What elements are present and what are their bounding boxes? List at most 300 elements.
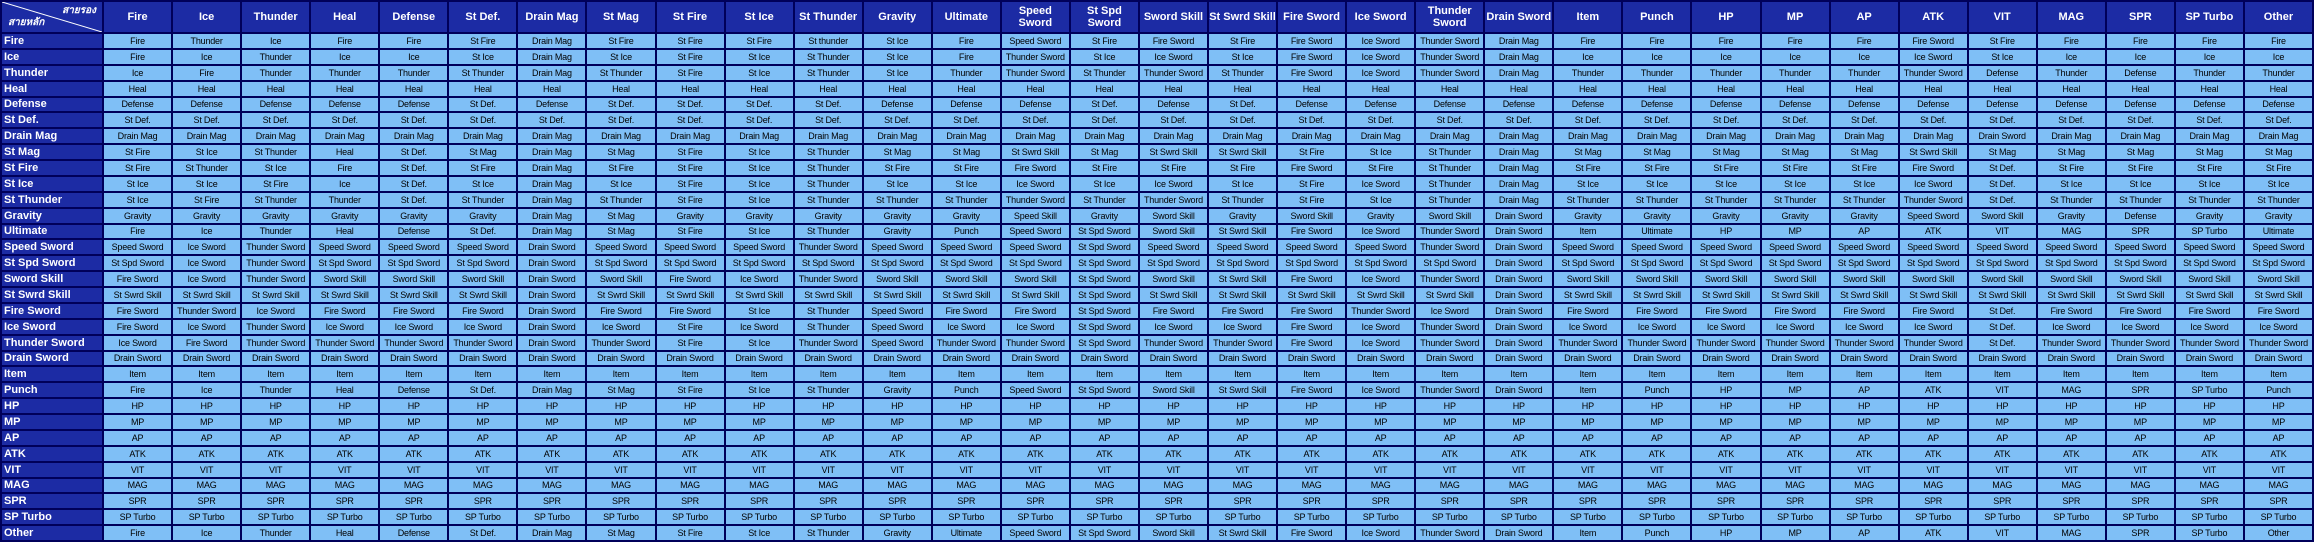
- table-cell: Drain Sword: [1278, 352, 1345, 366]
- table-cell: St Def.: [1969, 161, 2036, 175]
- table-cell: St Mag: [587, 225, 654, 239]
- table-cell: Thunder Sword: [1762, 336, 1829, 350]
- table-cell: Item: [1969, 367, 2036, 381]
- table-cell: St Fire: [657, 66, 724, 80]
- table-cell: St Fire: [657, 145, 724, 159]
- row-header-mp: MP: [2, 415, 102, 429]
- table-cell: Drain Mag: [311, 129, 378, 143]
- table-cell: St Thunder: [795, 161, 862, 175]
- table-cell: Sword Skill: [1140, 526, 1207, 540]
- table-cell: Thunder Sword: [1209, 336, 1276, 350]
- table-cell: Drain Mag: [1900, 129, 1967, 143]
- table-cell: Heal: [242, 82, 309, 96]
- table-cell: St Spd Sword: [380, 256, 447, 270]
- table-cell: ATK: [311, 447, 378, 461]
- table-cell: MP: [1002, 415, 1069, 429]
- table-cell: VIT: [1071, 463, 1138, 477]
- table-row: [2, 447, 2312, 461]
- table-cell: SP Turbo: [1347, 510, 1414, 524]
- table-cell: AP: [1209, 431, 1276, 445]
- table-cell: Defense: [380, 98, 447, 112]
- table-cell: Fire Sword: [2176, 304, 2243, 318]
- table-row: [2, 415, 2312, 429]
- table-cell: Drain Mag: [1485, 161, 1552, 175]
- table-cell: AP: [1071, 431, 1138, 445]
- table-cell: Item: [1554, 383, 1621, 397]
- table-cell: Speed Sword: [1831, 240, 1898, 254]
- table-cell: Speed Sword: [1969, 240, 2036, 254]
- table-cell: Ice: [173, 225, 240, 239]
- table-cell: St Swrd Skill: [104, 288, 171, 302]
- table-cell: Fire: [104, 225, 171, 239]
- table-cell: Defense: [2038, 98, 2105, 112]
- table-cell: SPR: [2107, 494, 2174, 508]
- table-cell: Gravity: [1831, 209, 1898, 223]
- table-cell: VIT: [1209, 463, 1276, 477]
- table-cell: St Def.: [1969, 113, 2036, 127]
- table-cell: Thunder Sword: [1002, 193, 1069, 207]
- row-header-st-fire: St Fire: [2, 161, 102, 175]
- table-cell: St Def.: [380, 113, 447, 127]
- column-header-st-def: St Def.: [449, 2, 516, 32]
- table-cell: MP: [518, 415, 585, 429]
- table-cell: Drain Sword: [1347, 352, 1414, 366]
- table-cell: Sword Skill: [1278, 209, 1345, 223]
- table-row: [2, 193, 2312, 207]
- table-cell: Ice Sword: [1554, 320, 1621, 334]
- table-cell: St Mag: [1969, 145, 2036, 159]
- table-cell: St Spd Sword: [1762, 256, 1829, 270]
- table-cell: Ice: [104, 66, 171, 80]
- table-cell: St Def.: [1900, 113, 1967, 127]
- table-cell: Sword Skill: [1623, 272, 1690, 286]
- table-cell: Gravity: [1209, 209, 1276, 223]
- table-cell: Drain Sword: [1485, 526, 1552, 540]
- table-cell: SPR: [1623, 494, 1690, 508]
- table-cell: Ice: [242, 34, 309, 48]
- table-cell: Ultimate: [2245, 225, 2312, 239]
- table-cell: ATK: [380, 447, 447, 461]
- table-cell: ATK: [1623, 447, 1690, 461]
- table-cell: Thunder Sword: [380, 336, 447, 350]
- table-cell: Thunder Sword: [795, 336, 862, 350]
- row-header-fire: Fire: [2, 34, 102, 48]
- table-cell: St Ice: [1831, 177, 1898, 191]
- table-cell: MAG: [1554, 479, 1621, 493]
- table-cell: St Ice: [726, 177, 793, 191]
- table-cell: Thunder Sword: [795, 240, 862, 254]
- table-cell: Fire Sword: [380, 304, 447, 318]
- table-cell: Other: [2245, 526, 2312, 540]
- table-cell: MAG: [449, 479, 516, 493]
- table-cell: SP Turbo: [1209, 510, 1276, 524]
- table-cell: VIT: [1969, 463, 2036, 477]
- table-cell: HP: [173, 399, 240, 413]
- table-cell: St Thunder: [795, 526, 862, 540]
- row-header-thunder: Thunder: [2, 66, 102, 80]
- table-cell: AP: [864, 431, 931, 445]
- table-cell: VIT: [380, 463, 447, 477]
- table-cell: MAG: [2038, 526, 2105, 540]
- table-cell: Ice Sword: [1347, 225, 1414, 239]
- table-cell: St Spd Sword: [726, 256, 793, 270]
- table-cell: Drain Mag: [1347, 129, 1414, 143]
- table-cell: MP: [657, 415, 724, 429]
- table-cell: St Def.: [587, 113, 654, 127]
- table-row: [2, 98, 2312, 112]
- table-cell: Defense: [2245, 98, 2312, 112]
- table-cell: St Thunder: [1762, 193, 1829, 207]
- column-header-ultimate: Ultimate: [933, 2, 1000, 32]
- table-cell: St Fire: [449, 161, 516, 175]
- table-cell: Heal: [1554, 82, 1621, 96]
- column-header-defense: Defense: [380, 2, 447, 32]
- table-cell: Defense: [864, 98, 931, 112]
- table-cell: St Fire: [1071, 34, 1138, 48]
- row-header-sword-skill: Sword Skill: [2, 272, 102, 286]
- column-header-st-ice: St Ice: [726, 2, 793, 32]
- table-cell: St Mag: [1623, 145, 1690, 159]
- table-cell: Fire: [1831, 34, 1898, 48]
- table-cell: St Fire: [657, 320, 724, 334]
- table-cell: Thunder Sword: [242, 320, 309, 334]
- table-cell: Drain Sword: [518, 320, 585, 334]
- table-row: [2, 82, 2312, 96]
- table-cell: Defense: [1485, 98, 1552, 112]
- table-cell: Ice Sword: [1347, 383, 1414, 397]
- column-header-st-thunder: St Thunder: [795, 2, 862, 32]
- table-row: [2, 145, 2312, 159]
- table-cell: St Ice: [1762, 177, 1829, 191]
- table-cell: SPR: [173, 494, 240, 508]
- table-cell: St Def.: [380, 145, 447, 159]
- table-cell: Thunder Sword: [1900, 336, 1967, 350]
- table-cell: St Spd Sword: [1900, 256, 1967, 270]
- row-header-st-def: St Def.: [2, 113, 102, 127]
- table-cell: HP: [1347, 399, 1414, 413]
- table-cell: Speed Sword: [449, 240, 516, 254]
- table-cell: St Spd Sword: [449, 256, 516, 270]
- table-cell: HP: [2176, 399, 2243, 413]
- column-header-thunder: Thunder: [242, 2, 309, 32]
- table-cell: Drain Sword: [1485, 288, 1552, 302]
- table-cell: Drain Mag: [933, 129, 1000, 143]
- table-cell: St Swrd Skill: [1002, 288, 1069, 302]
- table-cell: St Spd Sword: [1831, 256, 1898, 270]
- table-cell: St Spd Sword: [1071, 240, 1138, 254]
- table-cell: Ice Sword: [2038, 320, 2105, 334]
- table-cell: SP Turbo: [1969, 510, 2036, 524]
- table-cell: Thunder: [2176, 66, 2243, 80]
- table-cell: Drain Mag: [1831, 129, 1898, 143]
- table-cell: Drain Sword: [657, 352, 724, 366]
- table-cell: St Ice: [726, 161, 793, 175]
- table-cell: SP Turbo: [933, 510, 1000, 524]
- table-cell: Ice: [1623, 50, 1690, 64]
- table-cell: HP: [1692, 526, 1759, 540]
- table-cell: VIT: [242, 463, 309, 477]
- table-cell: St Thunder: [1416, 161, 1483, 175]
- table-cell: ATK: [864, 447, 931, 461]
- table-cell: MP: [1692, 415, 1759, 429]
- table-cell: St Def.: [2245, 113, 2312, 127]
- table-cell: St Thunder: [587, 66, 654, 80]
- row-header-hp: HP: [2, 399, 102, 413]
- table-cell: Item: [1278, 367, 1345, 381]
- table-cell: St Swrd Skill: [380, 288, 447, 302]
- table-cell: MAG: [1209, 479, 1276, 493]
- table-cell: St Mag: [449, 145, 516, 159]
- table-cell: Drain Mag: [1071, 129, 1138, 143]
- table-cell: Gravity: [864, 383, 931, 397]
- table-cell: Defense: [1002, 98, 1069, 112]
- table-cell: AP: [1554, 431, 1621, 445]
- table-cell: Drain Mag: [657, 129, 724, 143]
- table-cell: St Ice: [173, 177, 240, 191]
- table-cell: St Def.: [173, 113, 240, 127]
- table-cell: Speed Sword: [864, 320, 931, 334]
- table-cell: VIT: [1900, 463, 1967, 477]
- table-cell: AP: [1416, 431, 1483, 445]
- table-cell: VIT: [657, 463, 724, 477]
- table-cell: SPR: [1278, 494, 1345, 508]
- table-row: [2, 479, 2312, 493]
- table-cell: ATK: [1900, 225, 1967, 239]
- table-cell: Speed Sword: [1002, 225, 1069, 239]
- table-cell: MAG: [795, 479, 862, 493]
- table-cell: Heal: [311, 82, 378, 96]
- table-cell: Defense: [933, 98, 1000, 112]
- table-cell: SP Turbo: [1485, 510, 1552, 524]
- table-cell: St Ice: [726, 225, 793, 239]
- table-cell: Item: [1554, 367, 1621, 381]
- table-cell: Thunder: [1623, 66, 1690, 80]
- table-cell: St Mag: [1071, 145, 1138, 159]
- table-cell: Defense: [1831, 98, 1898, 112]
- column-header-spr: SPR: [2107, 2, 2174, 32]
- table-cell: St Ice: [726, 383, 793, 397]
- table-cell: St Spd Sword: [104, 256, 171, 270]
- table-cell: Speed Sword: [2176, 240, 2243, 254]
- table-cell: St Spd Sword: [657, 256, 724, 270]
- table-cell: Defense: [311, 98, 378, 112]
- table-cell: Drain Mag: [1692, 129, 1759, 143]
- table-cell: SPR: [795, 494, 862, 508]
- table-cell: St Thunder: [1416, 177, 1483, 191]
- table-cell: Sword Skill: [1416, 209, 1483, 223]
- table-cell: Ice Sword: [1347, 320, 1414, 334]
- table-cell: St Def.: [657, 113, 724, 127]
- table-cell: SP Turbo: [1416, 510, 1483, 524]
- table-cell: AP: [795, 431, 862, 445]
- table-cell: Drain Sword: [1416, 352, 1483, 366]
- table-cell: Defense: [1623, 98, 1690, 112]
- table-cell: Fire Sword: [587, 304, 654, 318]
- table-cell: SPR: [657, 494, 724, 508]
- table-cell: SPR: [864, 494, 931, 508]
- table-cell: SP Turbo: [1554, 510, 1621, 524]
- table-cell: MP: [1416, 415, 1483, 429]
- table-cell: St Def.: [242, 113, 309, 127]
- table-cell: SPR: [726, 494, 793, 508]
- table-cell: Heal: [311, 145, 378, 159]
- table-cell: St Thunder: [1623, 193, 1690, 207]
- table-row: [2, 463, 2312, 477]
- table-cell: ATK: [795, 447, 862, 461]
- table-cell: St Fire: [104, 161, 171, 175]
- table-cell: Drain Sword: [380, 352, 447, 366]
- table-cell: MP: [1831, 415, 1898, 429]
- table-cell: Ice: [173, 383, 240, 397]
- table-cell: HP: [1692, 383, 1759, 397]
- table-cell: MP: [1209, 415, 1276, 429]
- table-cell: Sword Skill: [1831, 272, 1898, 286]
- table-cell: Item: [380, 367, 447, 381]
- table-cell: MP: [1762, 415, 1829, 429]
- table-cell: Drain Sword: [864, 352, 931, 366]
- table-cell: Gravity: [1623, 209, 1690, 223]
- table-cell: Fire Sword: [1278, 320, 1345, 334]
- table-cell: VIT: [173, 463, 240, 477]
- table-cell: Speed Sword: [726, 240, 793, 254]
- table-cell: Fire: [2107, 34, 2174, 48]
- table-cell: Ice Sword: [173, 272, 240, 286]
- table-row: [2, 272, 2312, 286]
- table-cell: St Swrd Skill: [1209, 288, 1276, 302]
- table-cell: Heal: [933, 82, 1000, 96]
- table-cell: Fire Sword: [1002, 304, 1069, 318]
- table-cell: St Ice: [2038, 177, 2105, 191]
- table-cell: MP: [1140, 415, 1207, 429]
- table-cell: Drain Mag: [518, 34, 585, 48]
- table-cell: St Spd Sword: [1554, 256, 1621, 270]
- table-cell: Fire: [104, 526, 171, 540]
- table-cell: VIT: [1623, 463, 1690, 477]
- table-cell: MAG: [1485, 479, 1552, 493]
- table-cell: SP Turbo: [2176, 383, 2243, 397]
- table-cell: SP Turbo: [2038, 510, 2105, 524]
- table-row: [2, 510, 2312, 524]
- table-cell: ATK: [1002, 447, 1069, 461]
- table-cell: MAG: [1071, 479, 1138, 493]
- table-cell: AP: [1831, 383, 1898, 397]
- table-cell: St Thunder: [1692, 193, 1759, 207]
- table-cell: Fire Sword: [2038, 304, 2105, 318]
- table-cell: Ice Sword: [1900, 177, 1967, 191]
- table-cell: Drain Mag: [104, 129, 171, 143]
- table-cell: Thunder Sword: [1002, 50, 1069, 64]
- table-cell: MAG: [1969, 479, 2036, 493]
- table-cell: Drain Sword: [518, 336, 585, 350]
- table-cell: Ice Sword: [1002, 177, 1069, 191]
- table-cell: St Def.: [1209, 98, 1276, 112]
- table-cell: Defense: [242, 98, 309, 112]
- table-cell: Gravity: [380, 209, 447, 223]
- table-cell: Drain Mag: [380, 129, 447, 143]
- table-cell: HP: [1002, 399, 1069, 413]
- table-cell: Item: [1554, 526, 1621, 540]
- table-cell: Fire Sword: [173, 336, 240, 350]
- column-header-speed-sword: Speed Sword: [1002, 2, 1069, 32]
- table-cell: St Ice: [726, 193, 793, 207]
- table-cell: St Swrd Skill: [242, 288, 309, 302]
- table-cell: MP: [380, 415, 447, 429]
- table-cell: AP: [311, 431, 378, 445]
- table-row: [2, 113, 2312, 127]
- row-header-drain-sword: Drain Sword: [2, 352, 102, 366]
- table-cell: St Mag: [864, 145, 931, 159]
- table-cell: Speed Sword: [864, 304, 931, 318]
- table-cell: Thunder Sword: [1416, 50, 1483, 64]
- table-cell: Drain Sword: [518, 256, 585, 270]
- table-cell: St Def.: [726, 98, 793, 112]
- table-cell: Ice Sword: [1831, 320, 1898, 334]
- table-cell: St Def.: [380, 161, 447, 175]
- row-header-st-thunder: St Thunder: [2, 193, 102, 207]
- table-cell: Ice Sword: [242, 304, 309, 318]
- table-cell: MP: [1762, 383, 1829, 397]
- table-cell: Fire Sword: [104, 320, 171, 334]
- table-cell: AP: [104, 431, 171, 445]
- table-cell: Speed Sword: [1900, 240, 1967, 254]
- table-cell: St Fire: [1278, 193, 1345, 207]
- table-cell: AP: [1831, 225, 1898, 239]
- table-cell: MP: [311, 415, 378, 429]
- table-cell: Fire Sword: [657, 304, 724, 318]
- table-cell: St Swrd Skill: [587, 288, 654, 302]
- table-cell: St Fire: [2038, 161, 2105, 175]
- table-cell: Gravity: [657, 209, 724, 223]
- row-header-ap: AP: [2, 431, 102, 445]
- table-cell: Drain Mag: [1485, 66, 1552, 80]
- table-cell: St Spd Sword: [1692, 256, 1759, 270]
- table-cell: AP: [2038, 431, 2105, 445]
- table-cell: Speed Skill: [1002, 209, 1069, 223]
- column-header-mp: MP: [1762, 2, 1829, 32]
- table-cell: Ice Sword: [1347, 34, 1414, 48]
- table-cell: Drain Sword: [1554, 352, 1621, 366]
- table-cell: MAG: [1278, 479, 1345, 493]
- table-cell: St Ice: [1347, 145, 1414, 159]
- table-cell: St Fire: [726, 34, 793, 48]
- table-cell: St Ice: [449, 177, 516, 191]
- table-cell: AP: [2107, 431, 2174, 445]
- column-header-punch: Punch: [1623, 2, 1690, 32]
- table-cell: Defense: [1554, 98, 1621, 112]
- table-cell: Fire: [933, 34, 1000, 48]
- table-cell: Defense: [2107, 66, 2174, 80]
- table-cell: Heal: [1762, 82, 1829, 96]
- table-cell: AP: [933, 431, 1000, 445]
- table-cell: St Swrd Skill: [1209, 272, 1276, 286]
- table-cell: Fire Sword: [1002, 161, 1069, 175]
- corner-label-secondary: สายรอง: [62, 5, 96, 16]
- table-cell: Drain Mag: [1762, 129, 1829, 143]
- table-cell: St Thunder: [1831, 193, 1898, 207]
- table-cell: VIT: [933, 463, 1000, 477]
- table-cell: Speed Sword: [2107, 240, 2174, 254]
- table-cell: St Spd Sword: [2245, 256, 2312, 270]
- table-cell: MAG: [1762, 479, 1829, 493]
- table-cell: Ice Sword: [449, 320, 516, 334]
- table-cell: Defense: [1969, 98, 2036, 112]
- table-cell: SPR: [2038, 494, 2105, 508]
- row-header-sp-turbo: SP Turbo: [2, 510, 102, 524]
- table-cell: Defense: [2107, 98, 2174, 112]
- table-cell: Punch: [1623, 526, 1690, 540]
- table-cell: St Swrd Skill: [1969, 288, 2036, 302]
- table-cell: SP Turbo: [795, 510, 862, 524]
